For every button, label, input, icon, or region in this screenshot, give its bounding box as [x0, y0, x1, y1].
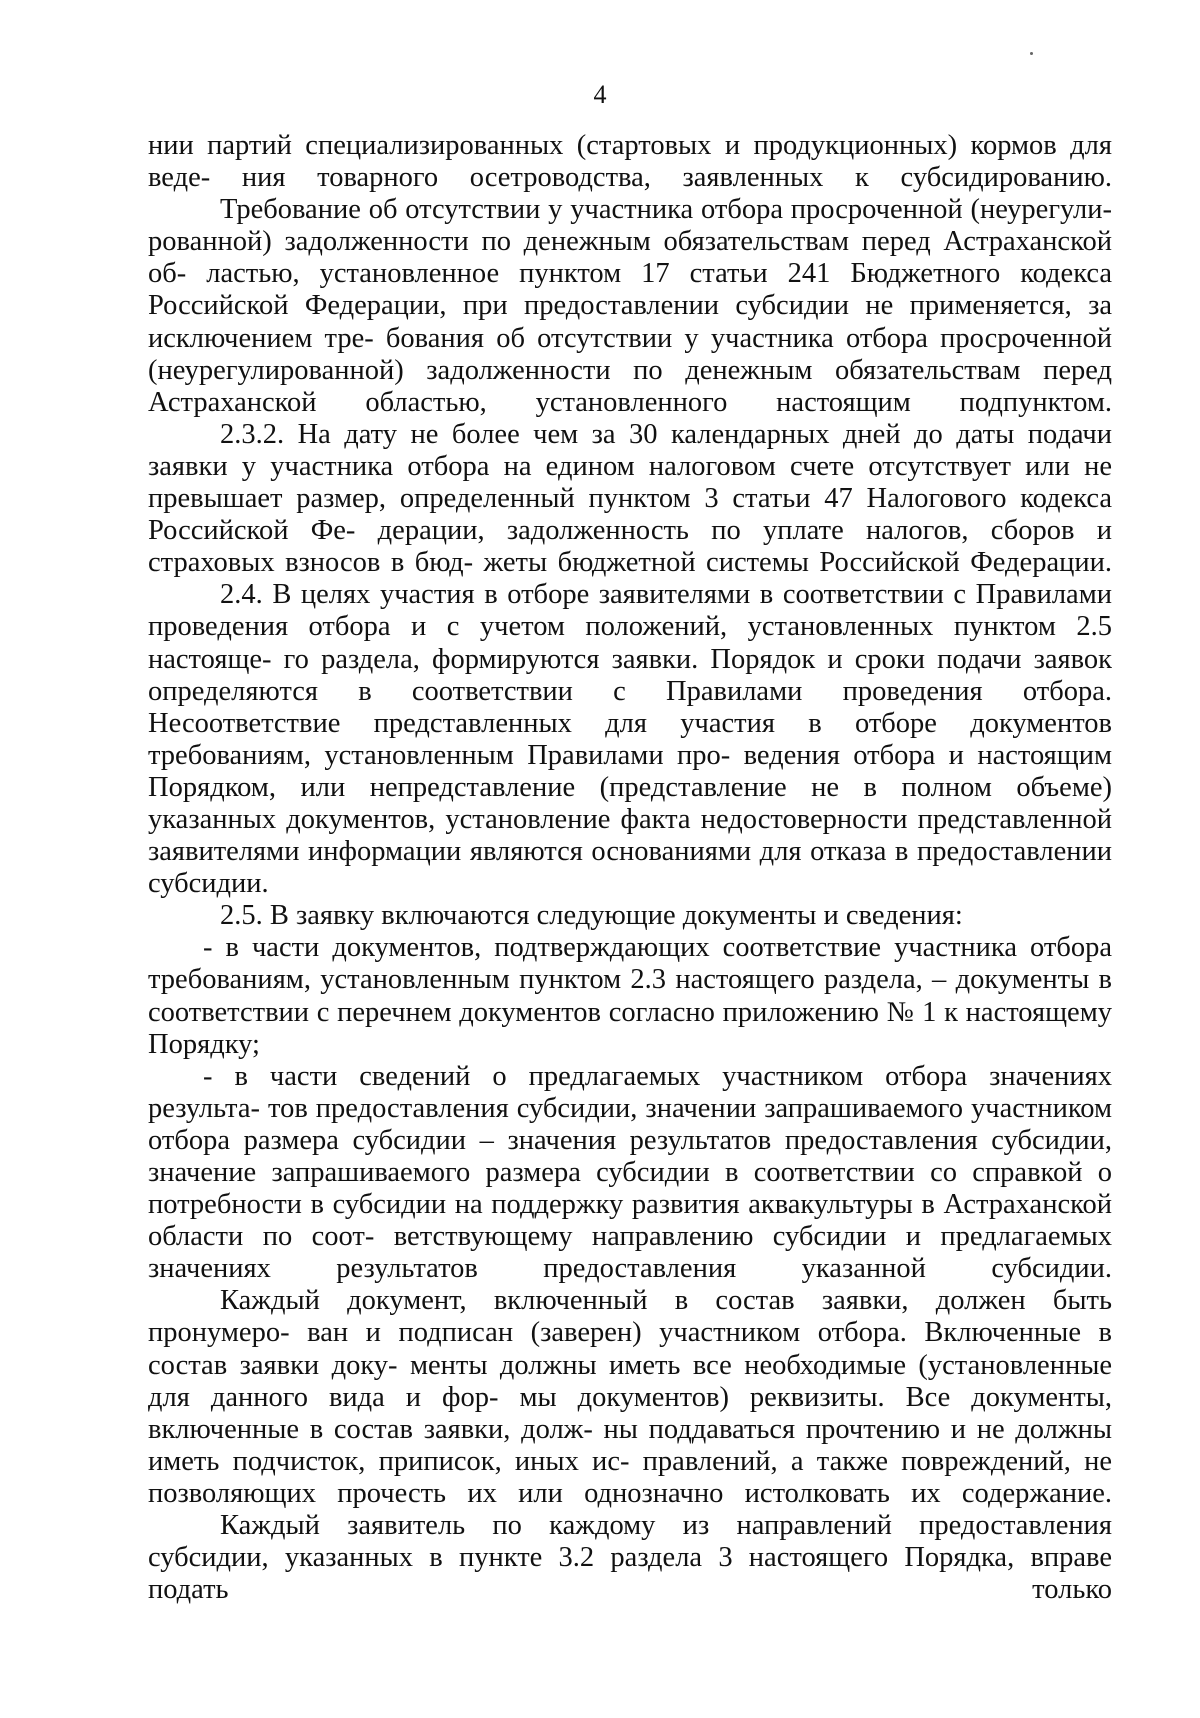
paragraph-2-3-2: 2.3.2. На дату не более чем за 30 календарных дней до даты подачи заявки у участника отбора на едином налоговом счете отсутствует или не превышает размер, определенный пунктом 3 статьи 47 Налогового кодекса Российской Фе- дерации, задолженность по уплате налогов, сборов и страховых взносов в бюд- жеты бюджетной системы Российской Федерации. [148, 418, 1112, 579]
list-item-information: - в части сведений о предлагаемых участником отбора значениях результа- тов предоставления субсидии, значении запрашиваемого участником отбора размера субсидии – значения результатов предоставления субсидии, значение запрашиваемого размера субсидии в соответствии со справкой о потребности в субсидии на поддержку развития аквакультуры в Астраханской области по соот- ветствующему направлению субсидии и предлагаемых значениях результатов предоставления указанной субсидии. [148, 1060, 1112, 1285]
scan-speck [1030, 52, 1033, 55]
paragraph-debt-requirement: Требование об отсутствии у участника отбора просроченной (неурегули- рованной) задолженности по денежным обязательствам перед Астраханской об- ластью, установленное пунктом 17 статьи 241 Бюджетного кодекса Российской Федерации, при предоставлении субсидии не применяется, за исключением тре- бования об отсутствии у участника отбора просроченной (неурегулированной) задолженности по денежным обязательствам перед Астраханской областью, установленного настоящим подпунктом. [148, 194, 1112, 418]
paragraph-continuation: нии партий специализированных (стартовых и продукционных) кормов для веде- ния товарного осетроводства, заявленных к субсидированию. [148, 130, 1112, 194]
paragraph-document-requirements: Каждый документ, включенный в состав заявки, должен быть пронумеро- ван и подписан (заверен) участником отбора. Включенные в состав заявки доку- менты должны иметь все необходимые (установленные для данного вида и фор- мы документов) реквизиты. Все документы, включенные в состав заявки, долж- ны поддаваться прочтению и не должны иметь подчисток, приписок, иных ис- правлений, а также повреждений, не позволяющих прочесть их или однозначно истолковать их содержание. [148, 1285, 1112, 1509]
paragraph-2-5: 2.5. В заявку включаются следующие документы и сведения: [220, 900, 963, 932]
paragraph-applicant-limit: Каждый заявитель по каждому из направлений предоставления субсидии, указанных в пункте 3.2 раздела 3 настоящего Порядка, вправе подать только [148, 1510, 1112, 1606]
paragraph-2-4: 2.4. В целях участия в отборе заявителями в соответствии с Правилами проведения отбора и с учетом положений, установленных пунктом 2.5 настояще- го раздела, формируются заявки. Порядок и сроки подачи заявок определяются в соответствии с Правилами проведения отбора. Несоответствие представленных для участия в отборе документов требованиям, установленным Правилами про- ведения отбора и настоящим Порядком, или непредставление (представление не в полном объеме) указанных документов, установление факта недостоверности представленной заявителями информации являются основаниями для отказа в предоставлении субсидии. [148, 579, 1112, 900]
list-item-documents: - в части документов, подтверждающих соответствие участника отбора требованиям, установленным пунктом 2.3 настоящего раздела, – документы в соответствии с перечнем документов согласно приложению № 1 к настоящему Порядку; [148, 932, 1112, 1060]
document-body [148, 130, 1112, 1606]
page-number: 4 [593, 80, 607, 109]
